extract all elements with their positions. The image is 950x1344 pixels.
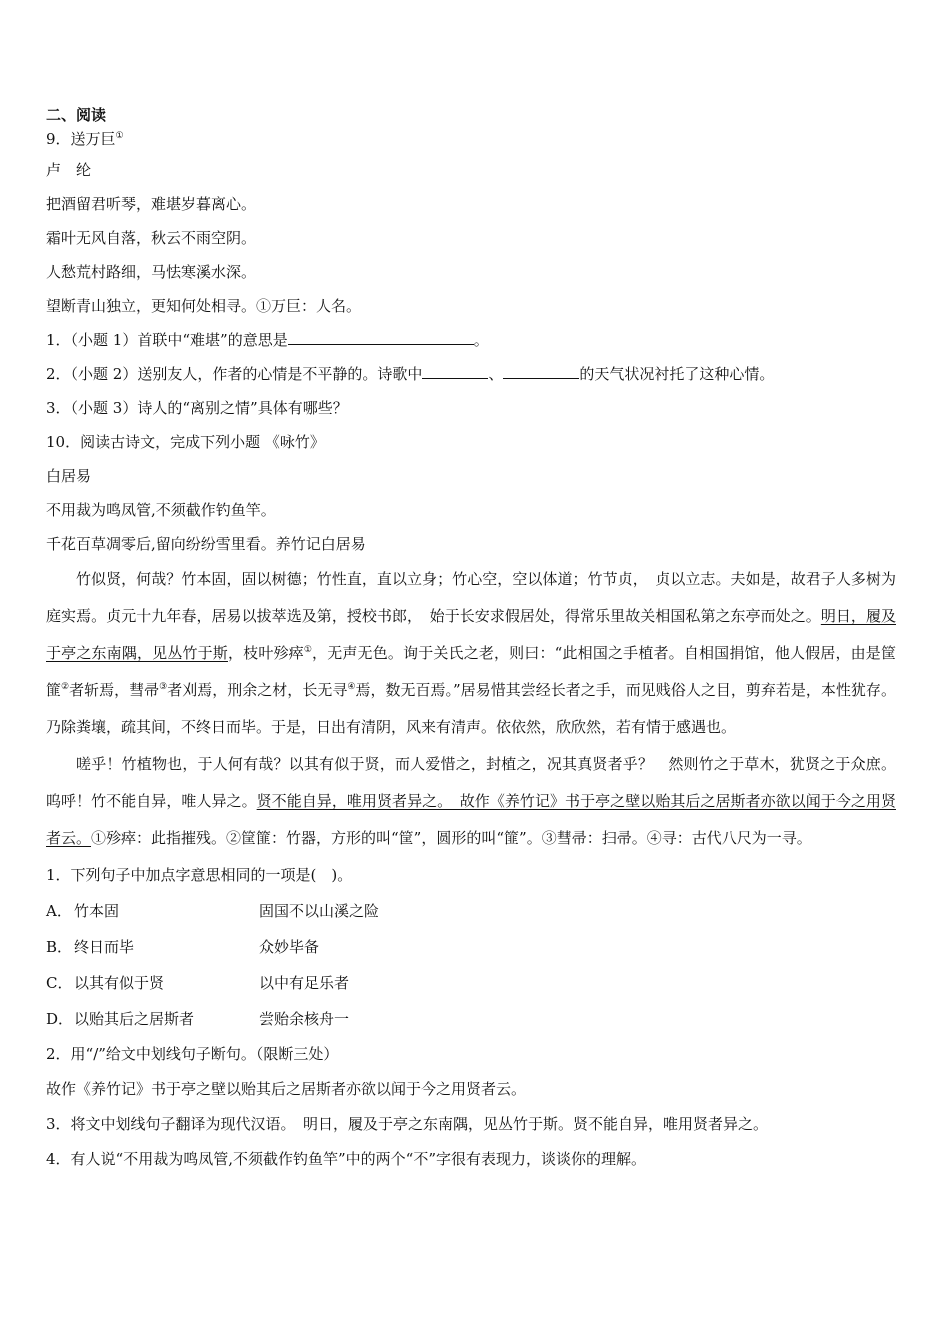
q9-title-note: ① [115, 131, 124, 141]
passage-text: 者刈焉，刑余之材，长无寻 [167, 681, 348, 699]
q10-passage-paragraph-2 [46, 746, 896, 857]
option-a[interactable] [46, 893, 896, 929]
q10-poem-line-2: 千花百草凋零后,留向纷纷雪里看。养竹记白居易 [46, 535, 366, 553]
q10-sub4: 4．有人说“不用裁为鸣凤管,不须截作钓鱼竿”中的两个“不”字很有表现力，谈谈你的理解。 [46, 1150, 646, 1168]
answer-blank[interactable] [422, 360, 488, 379]
footnote-marker: ④ [347, 682, 356, 692]
q9-note: ①万巨：人名。 [256, 297, 362, 315]
answer-blank[interactable] [288, 326, 474, 345]
option-label: B． [46, 938, 73, 956]
q10-sub2: 2．用“/”给文中划线句子断句。（限断三处） [46, 1045, 339, 1063]
option-phrase-2: 众妙毕备 [259, 938, 320, 956]
option-b[interactable] [46, 929, 896, 965]
option-phrase-2: 尝贻余核舟一 [259, 1010, 350, 1028]
q10-passage-paragraph-1 [46, 561, 896, 746]
answer-blank[interactable] [503, 360, 579, 379]
option-label: D． [46, 1010, 74, 1028]
passage-text: 嗟乎！竹植物也，于人何有哉？以其有似于贤，而人爱惜之，封植之，况其真贤者乎？ 然则竹之于草木，犹贤之于众庶。呜呼！竹不能自异，唯人异之。 [46, 755, 896, 810]
option-phrase-1: 以其有似于贤 [74, 974, 165, 992]
option-phrase-1: 竹本固 [74, 902, 120, 920]
footnotes: ①殄瘁：此指摧残。②筐篚：竹器，方形的叫“筐”，圆形的叫“篚”。③彗帚：扫帚。④寻：古代八尺为一寻。 [91, 829, 812, 847]
underlined-sentence: 明日，履及于亭之东南隅，见丛竹于斯 [46, 607, 896, 662]
passage-text: 焉，数无百焉。”居易惜其尝经长者之手，而见贱俗人之目，剪弃若是，本性犹存。乃除粪壤，疏其间，不终日而毕。于是，日出有清阴，风来有清声。依依然，欣欣然，若有情于感遇也。 [46, 681, 896, 736]
q9-poem-last: 望断青山独立，更知何处相寻。 [46, 297, 257, 315]
underlined-sentence: 贤不能自异，唯用贤者异之。 故作《养竹记》书于亭之壁以贻其后之居斯者亦欲以闻于今之用贤者云。 [46, 792, 896, 847]
q10-author: 白居易 [46, 467, 92, 485]
passage-text: 竹似贤，何哉？竹本固，固以树德；竹性直，直以立身；竹心空，空以体道；竹节贞， 贞以立志。夫如是，故君子人多树为庭实焉。贞元十九年春，居易以拔萃选及第，授校书郎， 始于长安求假居处，得常乐里故关相国私第之东亭而处之。 [46, 570, 896, 625]
option-phrase-2: 固国不以山溪之险 [259, 902, 380, 920]
q10-sub1: 1．下列句子中加点字意思相同的一项是( )。 [46, 866, 353, 884]
q9-title-text: 9．送万巨 [46, 130, 116, 148]
option-phrase-1: 终日而毕 [74, 938, 135, 956]
option-c[interactable] [46, 965, 896, 1001]
footnote-marker: ② [61, 682, 70, 692]
q10-sub2-text: 故作《养竹记》书于亭之壁以贻其后之居斯者亦欲以闻于今之用贤者云。 [46, 1080, 527, 1098]
option-phrase-2: 以中有足乐者 [259, 974, 350, 992]
option-label: C． [46, 974, 73, 992]
passage-text: ，无声无色。询于关氏之老，则曰：“此相国之手植者。自相国捐馆，他人假居，由是筐篚 [46, 644, 896, 699]
footnote-marker: ③ [159, 682, 168, 692]
section-title: 二、阅读 [46, 106, 107, 124]
passage-text: ，枝叶殄瘁 [227, 644, 304, 662]
option-phrase-1: 以贻其后之居斯者 [74, 1010, 195, 1028]
document-content [46, 103, 896, 1177]
q9-poem-line-1: 把酒留君听琴，难堪岁暮离心。 [46, 195, 257, 213]
q9-sub2-mid: 、 [488, 365, 504, 383]
option-d[interactable] [46, 1001, 896, 1037]
q9-author: 卢 纶 [46, 161, 92, 179]
q9-sub1 [46, 323, 896, 357]
q10-sub3: 3．将文中划线句子翻译为现代汉语。 明日，履及于亭之东南隅，见丛竹于斯。贤不能自异，唯用贤者异之。 [46, 1115, 769, 1133]
q9-sub2-end: 的天气状况衬托了这种心情。 [579, 365, 775, 383]
q9-poem-line-4 [46, 289, 896, 323]
q9-poem-line-3: 人愁荒村路细，马怯寒溪水深。 [46, 263, 257, 281]
q9-sub2 [46, 357, 896, 391]
q9-title [46, 127, 896, 153]
q9-sub1-end: 。 [473, 331, 489, 349]
q9-sub1-text: 1．（小题 1）首联中“难堪”的意思是 [46, 331, 288, 349]
q9-poem-line-2: 霜叶无风自落，秋云不雨空阴。 [46, 229, 257, 247]
q9-sub3: 3．（小题 3）诗人的“离别之情”具体有哪些？ [46, 399, 348, 417]
option-label: A． [46, 902, 72, 920]
footnote-marker: ① [303, 645, 313, 655]
q9-sub2-text: 2．（小题 2）送别友人，作者的心情是不平静的。诗歌中 [46, 365, 423, 383]
q10-poem-line-1: 不用裁为鸣凤管,不须截作钓鱼竿。 [46, 501, 276, 519]
q10-intro: 10．阅读古诗文，完成下列小题 《咏竹》 [46, 433, 325, 451]
passage-text: 者斩焉，彗帚 [69, 681, 160, 699]
